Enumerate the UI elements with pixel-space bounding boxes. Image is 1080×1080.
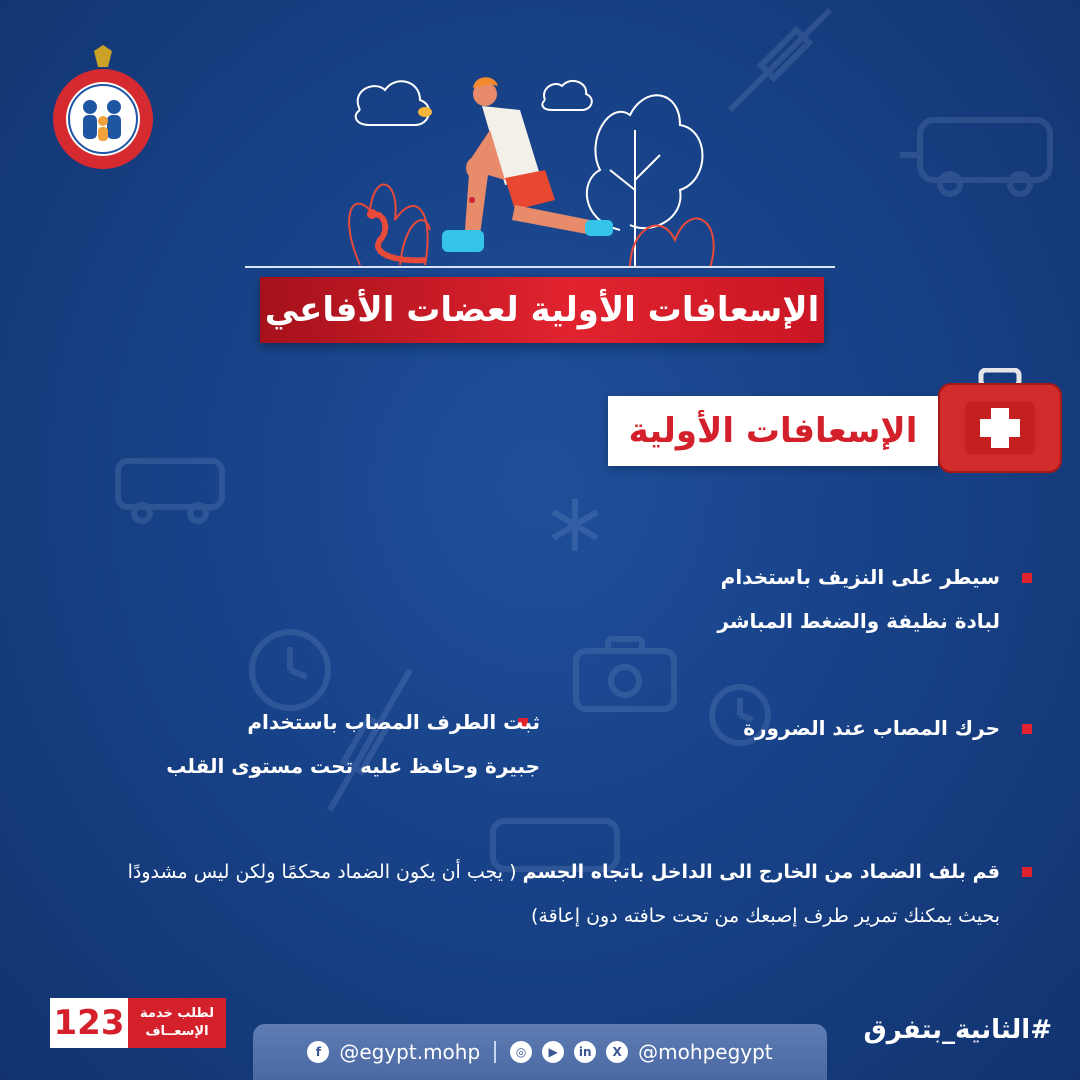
hotline-label-line: الإسعــاف [145, 1024, 209, 1039]
ambulance-hotline-label [128, 998, 226, 1048]
first-aid-step [580, 555, 1000, 643]
medkit-bg-icon [570, 635, 680, 715]
instagram-icon[interactable]: ◎ [510, 1041, 532, 1063]
youtube-icon[interactable]: ▶ [542, 1041, 564, 1063]
page-title: الإسعافات الأولية لعضات الأفاعي [260, 277, 824, 343]
hotline-label-line: لطلب خدمة [140, 1006, 214, 1021]
star-of-life-bg-icon [545, 495, 605, 555]
linkedin-icon[interactable]: in [574, 1041, 596, 1063]
step-text-line: حرك المصاب عند الضرورة [743, 716, 1000, 740]
first-aid-step [700, 706, 1000, 750]
bullet-marker [1022, 867, 1032, 877]
step-text-line: لبادة نظيفة والضغط المباشر [717, 609, 1000, 633]
ambulance-hotline-number: 123 [50, 998, 128, 1048]
first-aid-step [80, 850, 1000, 938]
bullet-marker [1022, 724, 1032, 734]
facebook-handle[interactable]: @egypt.mohp [339, 1040, 481, 1064]
first-aid-heading: الإسعافات الأولية [608, 396, 938, 466]
step-text-line: سيطر على النزيف باستخدام [720, 565, 1000, 589]
ambulance-bg-icon [110, 455, 230, 525]
social-media-bar [253, 1024, 827, 1080]
first-aid-kit-icon [935, 368, 1065, 476]
campaign-hashtag: #الثانية_بتفرق [863, 1015, 1052, 1045]
facebook-icon[interactable]: f [307, 1041, 329, 1063]
ministry-logo [50, 45, 156, 171]
social-handle[interactable]: @mohpegypt [638, 1040, 773, 1064]
bullet-marker [1022, 573, 1032, 583]
snake-bite-illustration [330, 70, 740, 270]
title-divider [245, 266, 835, 268]
step-text-line: ثبت الطرف المصاب باستخدام [247, 710, 540, 734]
step-text-detail: ( يجب أن يكون الضماد محكمًا ولكن ليس مشدودًا بحيث يمكنك تمرير طرف إصبعك من تحت حافته دون إعاقة) [127, 861, 1000, 927]
step-text-bold: قم بلف الضماد من الخارج الى الداخل باتجاه الجسم [522, 861, 1000, 883]
ambulance-bg-icon [900, 110, 1070, 200]
first-aid-step [120, 700, 540, 788]
step-text-line: جبيرة وحافظ عليه تحت مستوى القلب [166, 754, 540, 778]
x-twitter-icon[interactable]: X [606, 1041, 628, 1063]
divider [494, 1041, 496, 1063]
